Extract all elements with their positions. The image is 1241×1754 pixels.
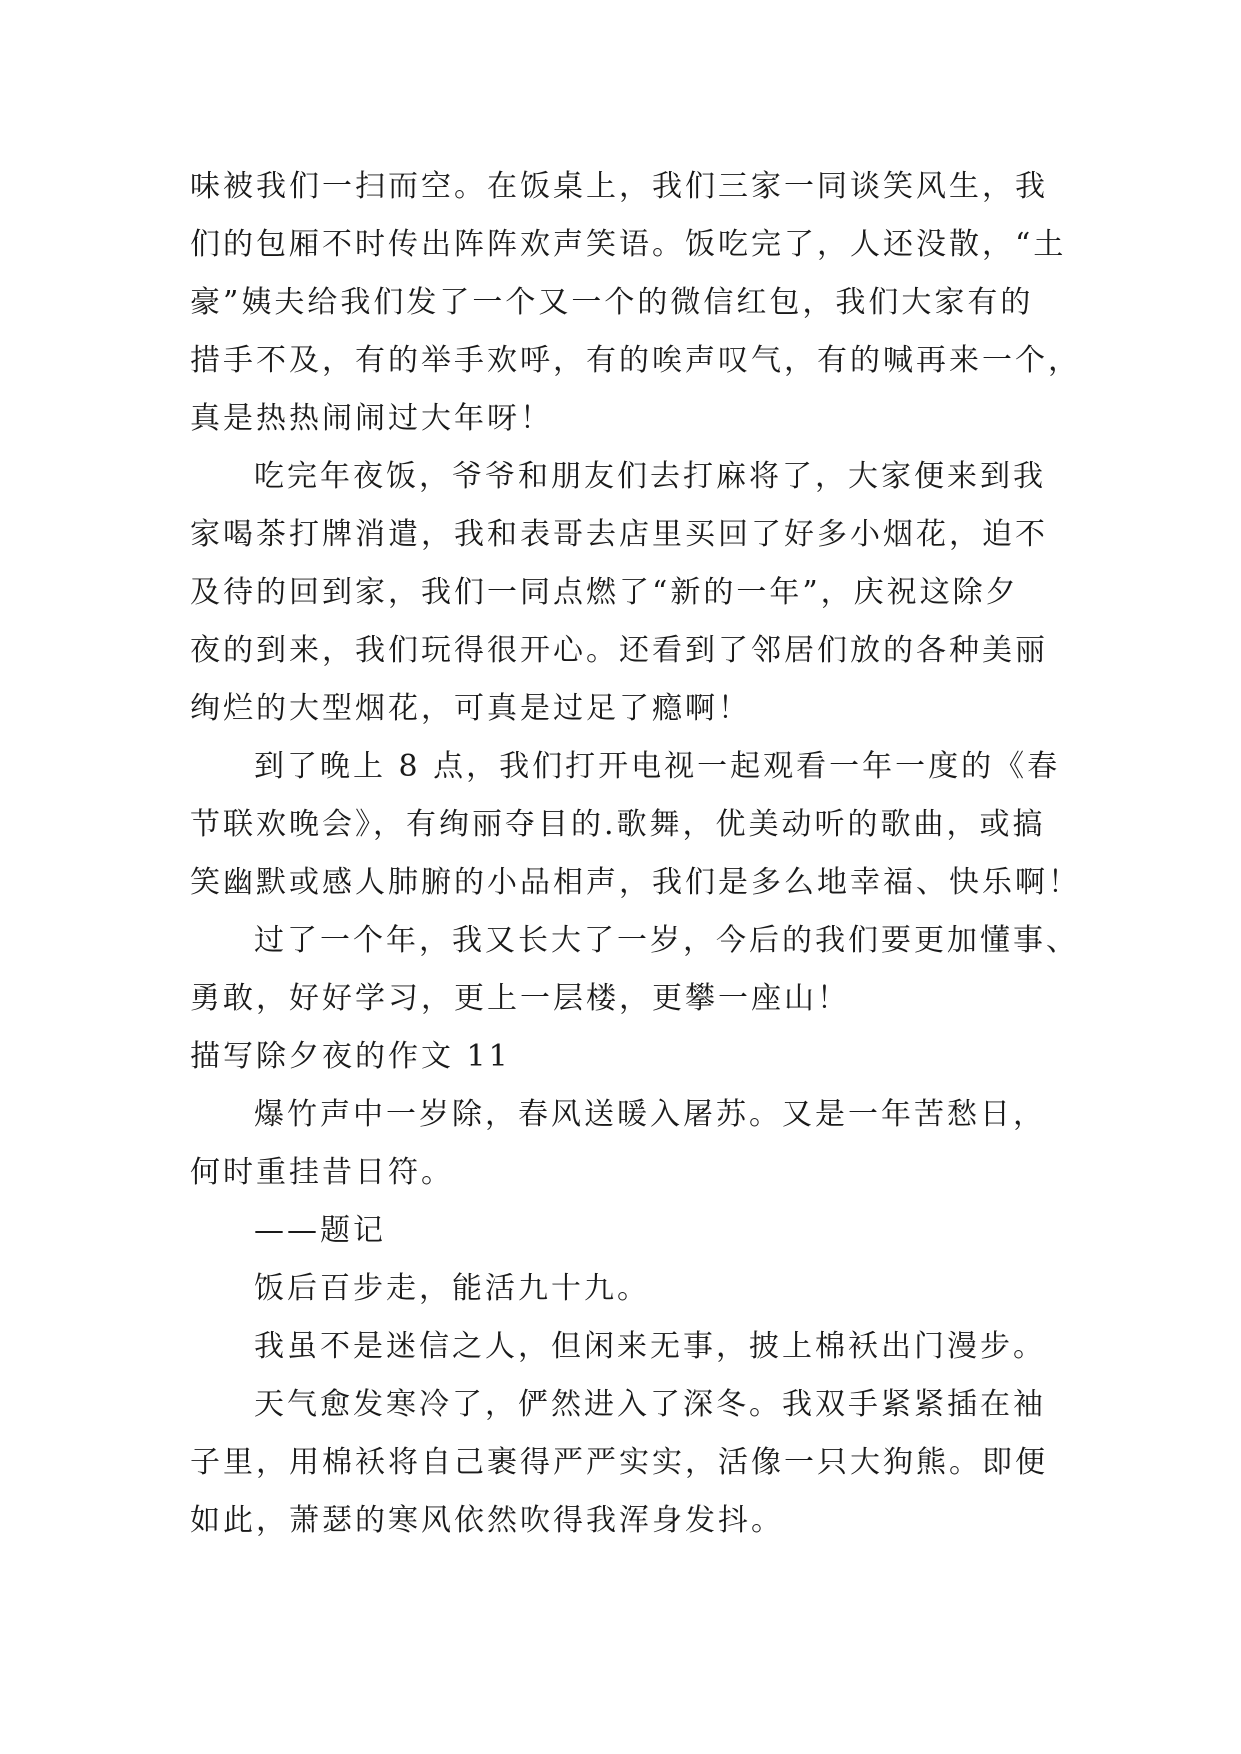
text-line: 家喝茶打牌消遣，我和表哥去店里买回了好多小烟花，迫不 [190,517,1048,552]
text-line: 们的包厢不时传出阵阵欢声笑语。饭吃完了，人还没散，“土 [190,227,1067,262]
text-line: 味被我们一扫而空。在饭桌上，我们三家一同谈笑风生，我 [190,169,1048,204]
text-line: 到了晚上 8 点，我们打开电视一起观看一年一度的《春 [254,749,1061,784]
text-line: 我虽不是迷信之人，但闲来无事，披上棉袄出门漫步。 [254,1329,1046,1364]
text-line: 饭后百步走，能活九十九。 [254,1271,650,1306]
text-line: 天气愈发寒冷了，俨然进入了深冬。我双手紧紧插在袖 [254,1387,1046,1422]
text-line: 夜的到来，我们玩得很开心。还看到了邻居们放的各种美丽 [190,633,1048,668]
text-line: 节联欢晚会》，有绚丽夺目的.歌舞，优美动听的歌曲，或搞 [190,807,1046,842]
text-line: 勇敢，好好学习，更上一层楼，更攀一座山！ [190,981,850,1016]
text-line: 真是热热闹闹过大年呀！ [190,401,553,436]
text-line: 吃完年夜饭，爷爷和朋友们去打麻将了，大家便来到我 [254,459,1046,494]
text-line: ——题记 [254,1213,386,1248]
text-line: 如此，萧瑟的寒风依然吹得我浑身发抖。 [190,1503,784,1538]
section-heading: 描写除夕夜的作文 11 [190,1039,511,1074]
text-line: 及待的回到家，我们一同点燃了“新的一年”，庆祝这除夕 [190,575,1019,610]
text-line: 过了一个年，我又长大了一岁，今后的我们要更加懂事、 [254,923,1079,958]
text-line: 绚烂的大型烟花，可真是过足了瘾啊！ [190,691,751,726]
text-line: 措手不及，有的举手欢呼，有的唉声叹气，有的喊再来一个， [190,343,1081,378]
text-line: 何时重挂昔日符。 [190,1155,454,1190]
text-line: 豪”姨夫给我们发了一个又一个的微信红包，我们大家有的 [190,285,1034,320]
text-line: 子里，用棉袄将自己裹得严严实实，活像一只大狗熊。即便 [190,1445,1048,1480]
text-line: 笑幽默或感人肺腑的小品相声，我们是多么地幸福、快乐啊！ [190,865,1081,900]
document-body [190,158,1081,1550]
text-line: 爆竹声中一岁除，春风送暖入屠苏。又是一年苦愁日， [254,1097,1046,1132]
